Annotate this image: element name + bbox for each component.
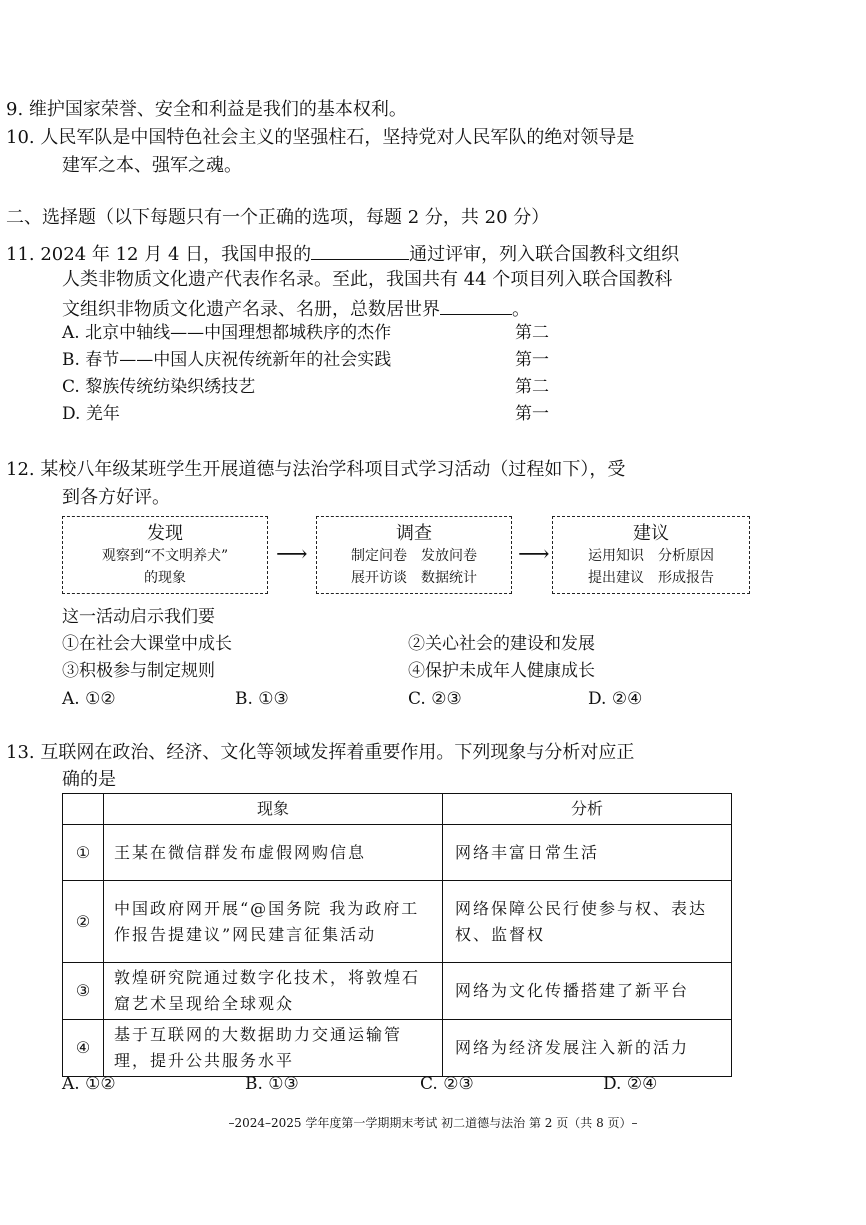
question-11-text-b: 通过评审，列入联合国教科文组织: [409, 244, 680, 265]
q13-choice-a: A. ①②: [62, 1074, 116, 1094]
q13-choice-c: C. ②③: [420, 1074, 474, 1094]
table-row: [63, 825, 732, 881]
row-number: ②: [63, 881, 104, 963]
row-phenomenon: 王某在微信群发布虚假网购信息: [104, 825, 443, 881]
q11-option-c: C. 黎族传统纺染织绣技艺: [62, 377, 256, 397]
row-analysis: 网络丰富日常生活: [443, 825, 732, 881]
q13-choice-d: D. ②④: [603, 1074, 658, 1094]
q12-prompt: 这一活动启示我们要: [62, 607, 215, 627]
q13-table: [62, 793, 732, 1077]
row-analysis: 网络保障公民行使参与权、表达权、监督权: [443, 881, 732, 963]
q12-statement-4: ④保护未成年人健康成长: [408, 661, 595, 681]
table-header-blank: [63, 794, 104, 825]
question-11-text-a: 11. 2024 年 12 月 4 日，我国申报的: [6, 244, 312, 265]
question-11-text-d: 。: [512, 299, 530, 320]
question-13-line2: 确的是: [62, 769, 116, 790]
answer-blank: [311, 241, 409, 260]
row-phenomenon: 敦煌研究院通过数字化技术，将敦煌石窟艺术呈现给全球观众: [104, 963, 443, 1020]
q11-option-c-rank: 第二: [515, 377, 549, 397]
q11-option-a-rank: 第二: [515, 323, 549, 343]
flow-step-detail: 展开访谈 数据统计: [351, 570, 477, 586]
table-row: [63, 881, 732, 963]
q12-statement-3: ③积极参与制定规则: [62, 661, 215, 681]
section-2-heading: 二、选择题（以下每题只有一个正确的选项，每题 2 分，共 20 分）: [6, 207, 550, 228]
q12-statement-2: ②关心社会的建设和发展: [408, 634, 595, 654]
question-10-line2: 建军之本、强军之魂。: [62, 155, 242, 176]
row-number: ④: [63, 1020, 104, 1077]
row-number: ①: [63, 825, 104, 881]
table-row: [63, 1020, 732, 1077]
question-11-line2: 人类非物质文化遗产代表作名录。至此，我国共有 44 个项目列入联合国教科: [62, 269, 673, 290]
flow-step-title: 发现: [147, 523, 183, 544]
question-9: 9. 维护国家荣誉、安全和利益是我们的基本权利。: [6, 99, 407, 120]
q12-choice-b: B. ①③: [235, 689, 289, 709]
q12-statement-1: ①在社会大课堂中成长: [62, 634, 232, 654]
answer-blank: [440, 296, 512, 315]
question-13-line1: 13. 互联网在政治、经济、文化等领域发挥着重要作用。下列现象与分析对应正: [6, 742, 635, 763]
flow-arrow-icon: ⟶: [276, 542, 308, 567]
q11-option-a: A. 北京中轴线——中国理想都城秩序的杰作: [62, 323, 392, 343]
row-phenomenon: 中国政府网开展“@国务院 我为政府工作报告提建议”网民建言征集活动: [104, 881, 443, 963]
q12-choice-d: D. ②④: [588, 689, 643, 709]
flow-step-title: 调查: [396, 523, 432, 544]
flow-step-detail: 的现象: [144, 570, 186, 586]
q11-option-d-rank: 第一: [515, 404, 549, 424]
table-header-analysis: 分析: [443, 794, 732, 825]
flow-step-detail: 观察到“不文明养犬”: [101, 548, 229, 564]
flow-arrow-icon: ⟶: [518, 542, 550, 567]
table-row: [63, 963, 732, 1020]
flow-step-suggest: [552, 516, 750, 594]
row-analysis: 网络为经济发展注入新的活力: [443, 1020, 732, 1077]
question-12-line2: 到各方好评。: [62, 487, 170, 508]
question-10-line1: 10. 人民军队是中国特色社会主义的坚强柱石，坚持党对人民军队的绝对领导是: [6, 127, 635, 148]
q11-option-d: D. 羌年: [62, 404, 120, 424]
page-footer: –2024–2025 学年度第一学期期末考试 初二道德与法治 第 2 页（共 8 页）–: [228, 1116, 638, 1130]
question-11-line1: [6, 241, 679, 267]
question-11-line3: [62, 296, 530, 322]
flow-step-detail: 运用知识 分析原因: [588, 548, 714, 564]
table-header-row: [63, 794, 732, 825]
flow-step-detail: 制定问卷 发放问卷: [351, 548, 477, 564]
q12-choice-c: C. ②③: [408, 689, 462, 709]
q11-option-b-rank: 第一: [515, 350, 549, 370]
flow-step-title: 建议: [633, 523, 669, 544]
question-12-line1: 12. 某校八年级某班学生开展道德与法治学科项目式学习活动（过程如下），受: [6, 459, 626, 480]
row-analysis: 网络为文化传播搭建了新平台: [443, 963, 732, 1020]
row-number: ③: [63, 963, 104, 1020]
q12-choice-a: A. ①②: [62, 689, 116, 709]
flow-step-investigate: [316, 516, 512, 594]
question-11-text-c: 文组织非物质文化遗产名录、名册，总数居世界: [62, 299, 440, 320]
q11-option-b: B. 春节——中国人庆祝传统新年的社会实践: [62, 350, 392, 370]
flow-step-discover: [62, 516, 268, 594]
q13-choice-b: B. ①③: [245, 1074, 299, 1094]
table-header-phenomenon: 现象: [104, 794, 443, 825]
flow-step-detail: 提出建议 形成报告: [588, 570, 714, 586]
row-phenomenon: 基于互联网的大数据助力交通运输管理，提升公共服务水平: [104, 1020, 443, 1077]
